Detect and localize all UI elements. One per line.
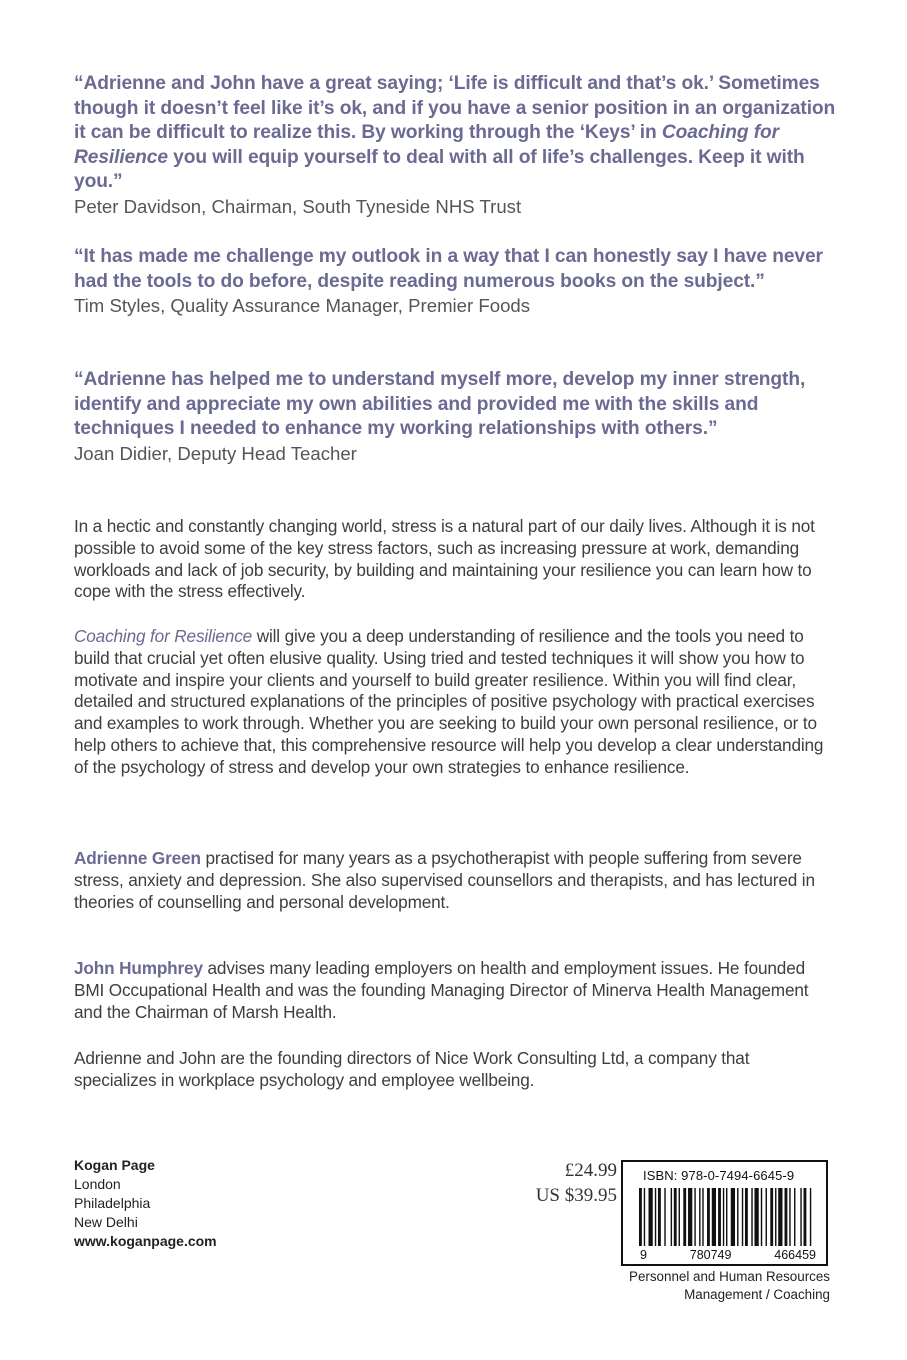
author-bio-humphrey: John Humphrey advises many leading employers on health and employment issues. He founded BMI Occupational Health and was the founding Managing Director of Minerva Health Management and the Chairman of Marsh Health. bbox=[74, 958, 809, 1022]
testimonial-1 bbox=[74, 72, 844, 219]
publisher-city: New Delhi bbox=[74, 1214, 138, 1230]
isbn-digits bbox=[640, 1248, 816, 1262]
testimonial-1-text: “Adrienne and John have a great saying; ‘Life is difficult and that’s ok.’ Sometimes though it doesn’t feel like it’s ok, and if you have a senior position in an organization it can be difficult to realize this. By working through the ‘Keys’ in Coaching for Resilience you will equip yourself to deal with all of life’s challenges. Keep it with you.” bbox=[74, 73, 836, 193]
testimonial-3-text: “Adrienne has helped me to understand myself more, develop my inner strength, identify and appreciate my own abilities and provided me with the skills and techniques I needed to enhance my working relationships with others.” bbox=[74, 369, 806, 440]
publisher-name: Kogan Page bbox=[74, 1157, 155, 1173]
testimonial-1-book-title: Coaching for Resilience bbox=[74, 122, 780, 168]
price-gbp: £24.99 bbox=[564, 1160, 617, 1181]
testimonial-2-attribution: Tim Styles, Quality Assurance Manager, Premier Foods bbox=[74, 295, 531, 317]
isbn-digit-group-2: 466459 bbox=[774, 1248, 816, 1262]
isbn-label: ISBN: 978-0-7494-6645-9 bbox=[643, 1168, 795, 1183]
isbn-digit-prefix: 9 bbox=[640, 1248, 647, 1262]
barcode-icon bbox=[639, 1188, 813, 1246]
testimonial-1-attribution: Peter Davidson, Chairman, South Tyneside NHS Trust bbox=[74, 195, 522, 217]
category-line-2: Management / Coaching bbox=[684, 1287, 830, 1302]
category-block bbox=[560, 1268, 830, 1304]
book-title: Coaching for Resilience bbox=[74, 626, 253, 646]
publisher-block bbox=[74, 1156, 217, 1251]
authors-joint-note: Adrienne and John are the founding directors of Nice Work Consulting Ltd, a company that specializes in workplace psychology and employee wellbeing. bbox=[74, 1048, 750, 1090]
publisher-city: London bbox=[74, 1176, 121, 1192]
price-usd: US $39.95 bbox=[535, 1185, 617, 1206]
publisher-url: www.koganpage.com bbox=[74, 1233, 217, 1249]
author-name-humphrey: John Humphrey bbox=[74, 958, 203, 978]
testimonial-3 bbox=[74, 368, 844, 466]
price-block bbox=[505, 1158, 617, 1208]
publisher-city: Philadelphia bbox=[74, 1195, 151, 1211]
description-paragraph-2: Coaching for Resilience will give you a deep understanding of resilience and the tools you need to build that crucial yet often elusive quality. Using tried and tested techniques it will show you how to motivate and inspire your clients and yourself to build greater resilience. Within you will find clear, detailed and structured explanations of the principles of positive psychology with practical exercises and examples to work through. Whether you are seeking to build your own personal resilience, or to help others to achieve that, this comprehensive resource will help you develop a clear understanding of the psychology of stress and develop your own strategies to enhance resilience. bbox=[74, 626, 824, 777]
description-paragraph-1: In a hectic and constantly changing world, stress is a natural part of our daily lives. Although it is not possible to avoid some of the key stress factors, such as increasing pressure at work, demanding workloads and lack of job security, by building and maintaining your resilience you can learn how to cope with the stress effectively. bbox=[74, 516, 815, 602]
testimonial-2-text: “It has made me challenge my outlook in a way that I can honestly say I have never had the tools to do before, despite reading numerous books on the subject.” bbox=[74, 246, 823, 292]
testimonial-3-attribution: Joan Didier, Deputy Head Teacher bbox=[74, 442, 357, 464]
testimonial-2 bbox=[74, 245, 844, 318]
author-name-green: Adrienne Green bbox=[74, 848, 201, 868]
isbn-barcode-box bbox=[621, 1160, 828, 1266]
author-bio-green: Adrienne Green practised for many years as a psychotherapist with people suffering from severe stress, anxiety and depression. She also supervised counsellors and therapists, and has lectured in theories of counselling and personal development. bbox=[74, 848, 815, 912]
category-line-1: Personnel and Human Resources bbox=[629, 1269, 830, 1284]
isbn-digit-group-1: 780749 bbox=[689, 1248, 732, 1262]
